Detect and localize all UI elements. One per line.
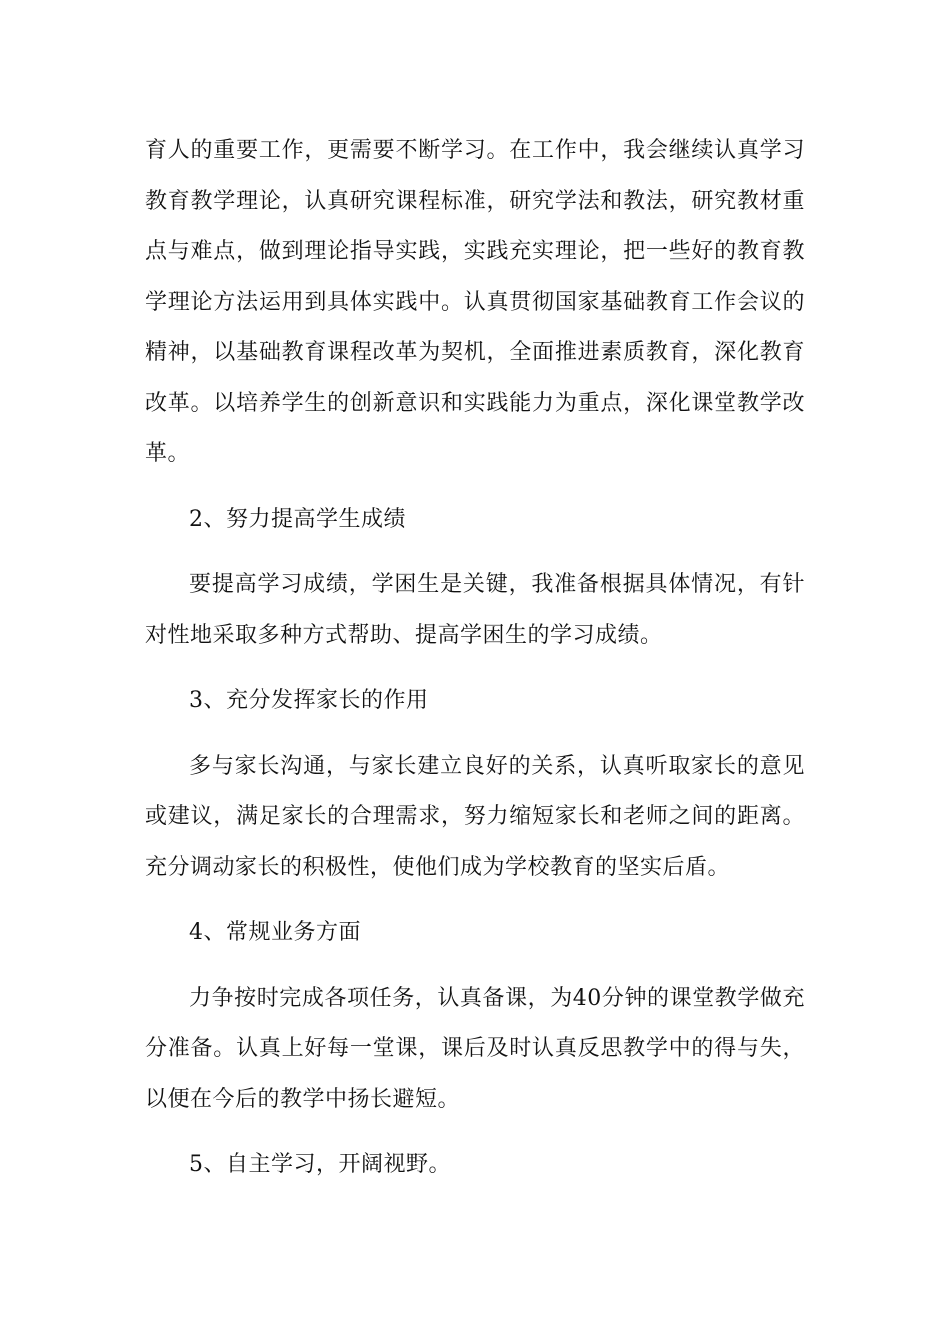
body-paragraph-1: 育人的重要工作，更需要不断学习。在工作中，我会继续认真学习教育教学理论，认真研究课程标准，研究学法和教法，研究教材重点与难点，做到理论指导实践，实践充实理论，把一些好的教育教学理论方法运用到具体实践中。认真贯彻国家基础教育工作会议的精神，以基础教育课程改革为契机，全面推进素质教育，深化教育改革。以培养学生的创新意识和实践能力为重点，深化课堂教学改革。 xyxy=(145,138,805,466)
body-paragraph-4: 力争按时完成各项任务，认真备课，为40分钟的课堂教学做充分准备。认真上好每一堂课，课后及时认真反思教学中的得与失，以便在今后的教学中扬长避短。 xyxy=(145,985,805,1112)
section-heading-4: 4、常规业务方面 xyxy=(189,920,361,945)
body-paragraph-2: 要提高学习成绩，学困生是关键，我准备根据具体情况，有针对性地采取多种方式帮助、提高学困生的学习成绩。 xyxy=(145,572,805,648)
section-heading-5: 5、自主学习，开阔视野。 xyxy=(189,1152,451,1177)
document-body xyxy=(145,126,805,1191)
body-paragraph-3: 多与家长沟通，与家长建立良好的关系，认真听取家长的意见或建议，满足家长的合理需求，努力缩短家长和老师之间的距离。充分调动家长的积极性，使他们成为学校教育的坚实后盾。 xyxy=(145,753,805,880)
section-heading-3: 3、充分发挥家长的作用 xyxy=(189,688,429,713)
section-heading-2: 2、努力提高学生成绩 xyxy=(189,506,406,532)
